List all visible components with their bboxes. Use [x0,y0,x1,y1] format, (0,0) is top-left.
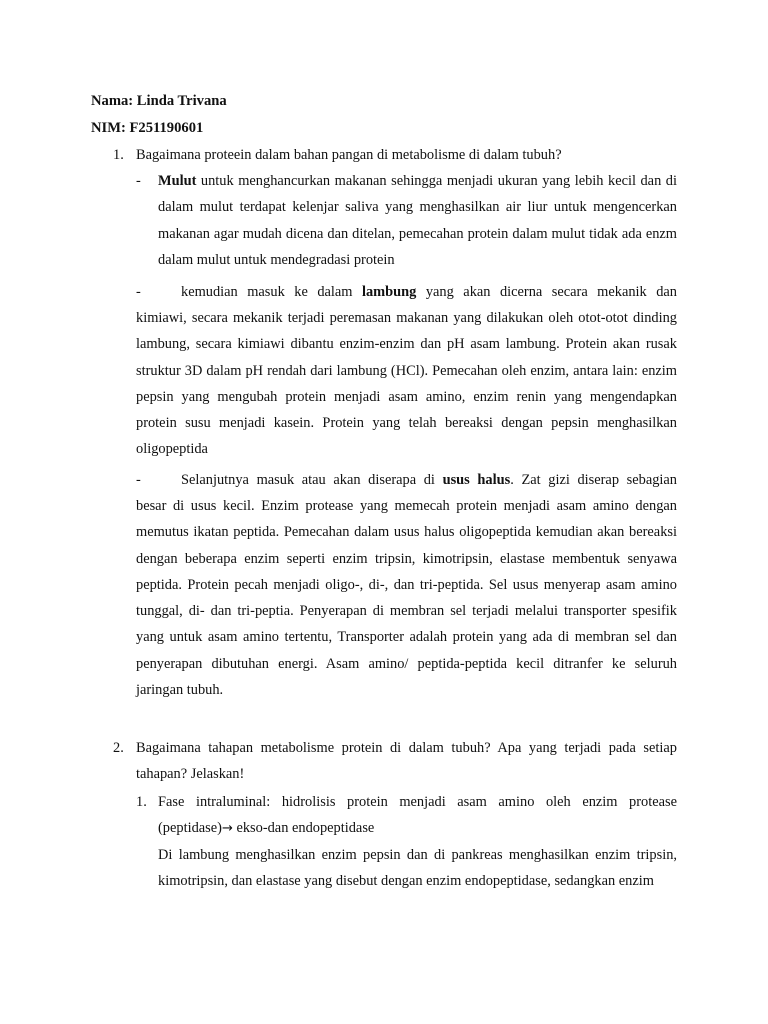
bullet-dash-mulut: - [136,173,141,189]
question-1-number: 1. [113,147,124,163]
paragraph-usus-rest: besar di usus kecil. Enzim protease yang memecah protein menjadi asam amino dengan memutus ikatan peptida. Pemecahan dalam usus halus oligopeptida kemudian akan bereaksi dengan beberapa enzim seperti enzim tripsin, kimotripsin, elastase membentuk senyawa peptida. Protein pecah menjadi oligo-, di-, dan tri-peptida. Sel usus menyerap asam amino tunggal, di- dan tri-peptia. Penyerapan di membran sel terjadi melalui transporter spesifik yang untuk asam amino tertentu, Transporter adalah protein yang ada di membran sel dan penyerapan dibutuhan energi. Asam amino/ peptida-peptida kecil ditranfer ke seluruh jaringan tubuh. [136,498,677,699]
text-mulut: untuk menghancurkan makanan sehingga menjadi ukuran yang lebih kecil dan di dalam mulut terdapat kelenjar saliva yang menghasilkan air liur untuk mengencerkan makanan agar mudah dicena dan ditelan, pemecahan protein dalam mulut tidak ada enzm dalam mulut untuk mendegradasi protein [158,173,677,268]
student-name: Nama: Linda Trivana [91,93,227,109]
keyword-mulut: Mulut [158,173,197,189]
keyword-lambung: lambung [361,284,417,300]
student-nim: NIM: F251190601 [91,120,204,136]
subitem-1-text [158,789,677,843]
text-usus-pre: Selanjutnya masuk atau akan diserapa di [181,472,443,488]
subitem-1-text-pre: Fase intraluminal: hidrolisis protein menjadi asam amino oleh enzim protease (peptidase) [158,794,677,837]
text-lambung-pre: kemudian masuk ke dalam [181,284,362,300]
text-usus-post: . Zat gizi diserap sebagian [510,472,677,488]
subitem-1-detail: Di lambung menghasilkan enzim pepsin dan di pankreas menghasilkan enzim tripsin, kimotripsin, dan elastase yang disebut dengan enzim endopeptidase, sedangkan enzim [158,847,677,890]
right-arrow-icon: → [221,821,233,837]
bullet-dash-usus: - [136,472,141,488]
subitem-1-number: 1. [136,794,147,810]
paragraph-lambung-rest: kimiawi, secara mekanik terjadi peremasan makanan yang dilakukan oleh otot-otot dinding lambung, secara kimiawi dibantu enzim-enzim dan pH asam lambung. Protein akan rusak struktur 3D dalam pH rendah dari lambung (HCl). Pemecahan oleh enzim, antara lain: enzim pepsin yang mengubah protein menjadi asam amino, enzim renin yang mengendapkan protein susu menjadi kasein. Protein yang telah bereaksi dengan pepsin menghasilkan oligopeptida [136,310,677,458]
question-1-text: Bagaimana proteein dalam bahan pangan di metabolisme di dalam tubuh? [136,147,562,163]
subitem-1-text-post: ekso-dan endopeptidase [232,820,375,837]
keyword-usus-halus: usus halus [442,472,511,488]
question-2-text: Bagaimana tahapan metabolisme protein di dalam tubuh? Apa yang terjadi pada setiap tahapan? Jelaskan! [136,740,677,783]
text-lambung-post: yang akan dicerna secara mekanik dan [416,284,677,300]
paragraph-mulut [158,168,677,273]
question-2-number: 2. [113,740,124,756]
paragraph-usus-first-line [181,467,677,493]
paragraph-lambung-first-line [181,279,677,305]
bullet-dash-lambung: - [136,284,141,300]
